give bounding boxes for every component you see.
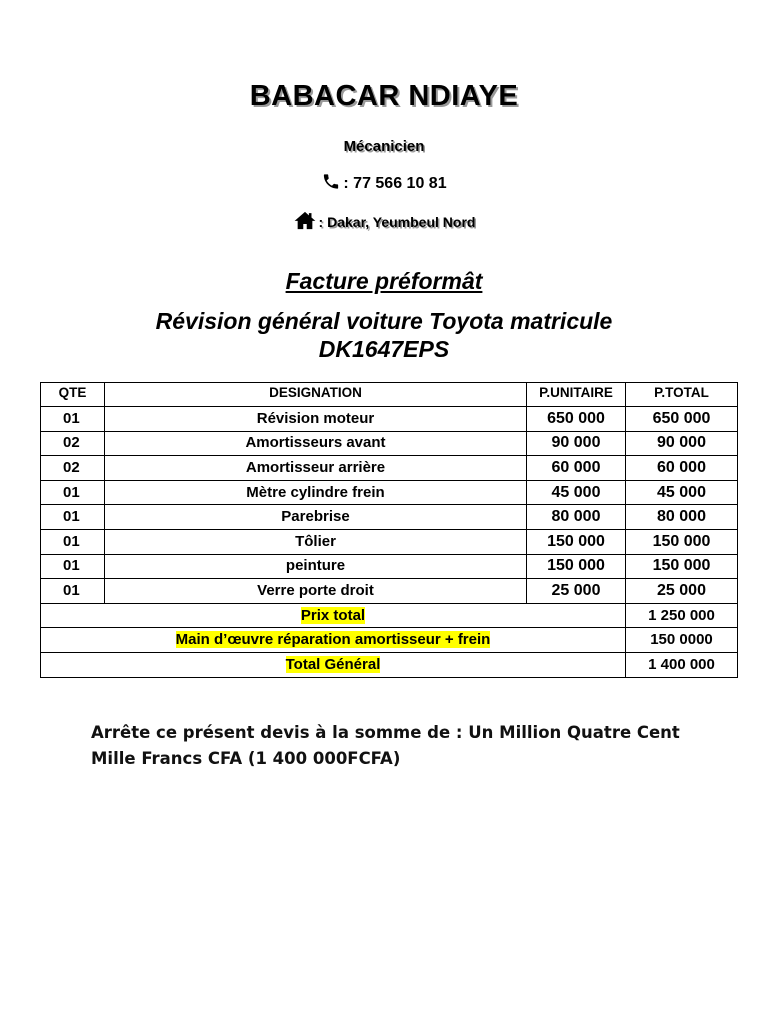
cell-designation: Révision moteur	[105, 407, 527, 432]
cell-designation: Parebrise	[105, 505, 527, 530]
invoice-table	[40, 382, 738, 678]
cell-designation: Amortisseurs avant	[105, 431, 527, 456]
document-title: Facture préformât	[285, 268, 483, 294]
closing-line-2: Mille Francs CFA (1 400 000FCFA)	[91, 749, 401, 768]
cell-total: 45 000	[626, 480, 738, 505]
cell-total: 60 000	[626, 456, 738, 481]
cell-designation: Verre porte droit	[105, 579, 527, 604]
table-row	[41, 480, 738, 505]
phone-icon	[321, 172, 341, 196]
document-subtitle	[0, 307, 768, 363]
cell-designation: Mètre cylindre frein	[105, 480, 527, 505]
home-icon	[293, 211, 317, 233]
cell-designation: Tôlier	[105, 529, 527, 554]
cell-qte: 01	[41, 579, 105, 604]
cell-qte: 01	[41, 480, 105, 505]
closing-statement	[91, 720, 691, 772]
summary-label-cell	[41, 652, 626, 677]
header-designation: DESIGNATION	[105, 383, 527, 407]
vehicle-plate: DK1647EPS	[318, 336, 450, 362]
closing-line-1: Arrête ce présent devis à la somme de : Un Million Quatre Cent	[91, 723, 680, 742]
cell-designation: Amortisseur arrière	[105, 456, 527, 481]
cell-qte: 01	[41, 505, 105, 530]
cell-unit-price: 80 000	[527, 505, 626, 530]
subtitle-line-1: Révision général voiture Toyota matricule	[155, 308, 613, 334]
table-row	[41, 554, 738, 579]
table-row	[41, 431, 738, 456]
cell-qte: 01	[41, 554, 105, 579]
header-total: P.TOTAL	[626, 383, 738, 407]
phone-line	[0, 172, 768, 196]
table-header-row	[41, 383, 738, 407]
summary-label: Total Général	[285, 655, 381, 673]
table-row	[41, 505, 738, 530]
cell-qte: 01	[41, 407, 105, 432]
cell-total: 25 000	[626, 579, 738, 604]
table-row	[41, 456, 738, 481]
summary-value: 150 0000	[626, 628, 738, 653]
cell-total: 80 000	[626, 505, 738, 530]
cell-unit-price: 150 000	[527, 554, 626, 579]
address-line	[0, 211, 768, 233]
header-qte: QTE	[41, 383, 105, 407]
cell-total: 650 000	[626, 407, 738, 432]
profession: Mécanicien	[343, 138, 425, 155]
summary-row-main-oeuvre	[41, 628, 738, 653]
cell-unit-price: 650 000	[527, 407, 626, 432]
cell-designation: peinture	[105, 554, 527, 579]
header-unit-price: P.UNITAIRE	[527, 383, 626, 407]
table-row	[41, 579, 738, 604]
summary-label-cell	[41, 603, 626, 628]
summary-value: 1 400 000	[626, 652, 738, 677]
summary-row-total-general	[41, 652, 738, 677]
table-row	[41, 529, 738, 554]
summary-label: Prix total	[300, 606, 366, 624]
cell-unit-price: 150 000	[527, 529, 626, 554]
cell-unit-price: 25 000	[527, 579, 626, 604]
summary-label: Main d’œuvre réparation amortisseur + frein	[175, 631, 491, 649]
summary-row-prix-total	[41, 603, 738, 628]
cell-qte: 02	[41, 431, 105, 456]
table-row	[41, 407, 738, 432]
cell-total: 150 000	[626, 554, 738, 579]
phone-number: : 77 566 10 81	[343, 175, 447, 192]
cell-unit-price: 60 000	[527, 456, 626, 481]
cell-qte: 01	[41, 529, 105, 554]
cell-total: 150 000	[626, 529, 738, 554]
cell-total: 90 000	[626, 431, 738, 456]
cell-qte: 02	[41, 456, 105, 481]
business-name: BABACAR NDIAYE	[249, 80, 519, 112]
summary-value: 1 250 000	[626, 603, 738, 628]
cell-unit-price: 90 000	[527, 431, 626, 456]
cell-unit-price: 45 000	[527, 480, 626, 505]
address-text: : Dakar, Yeumbeul Nord	[318, 214, 476, 230]
summary-label-cell	[41, 628, 626, 653]
